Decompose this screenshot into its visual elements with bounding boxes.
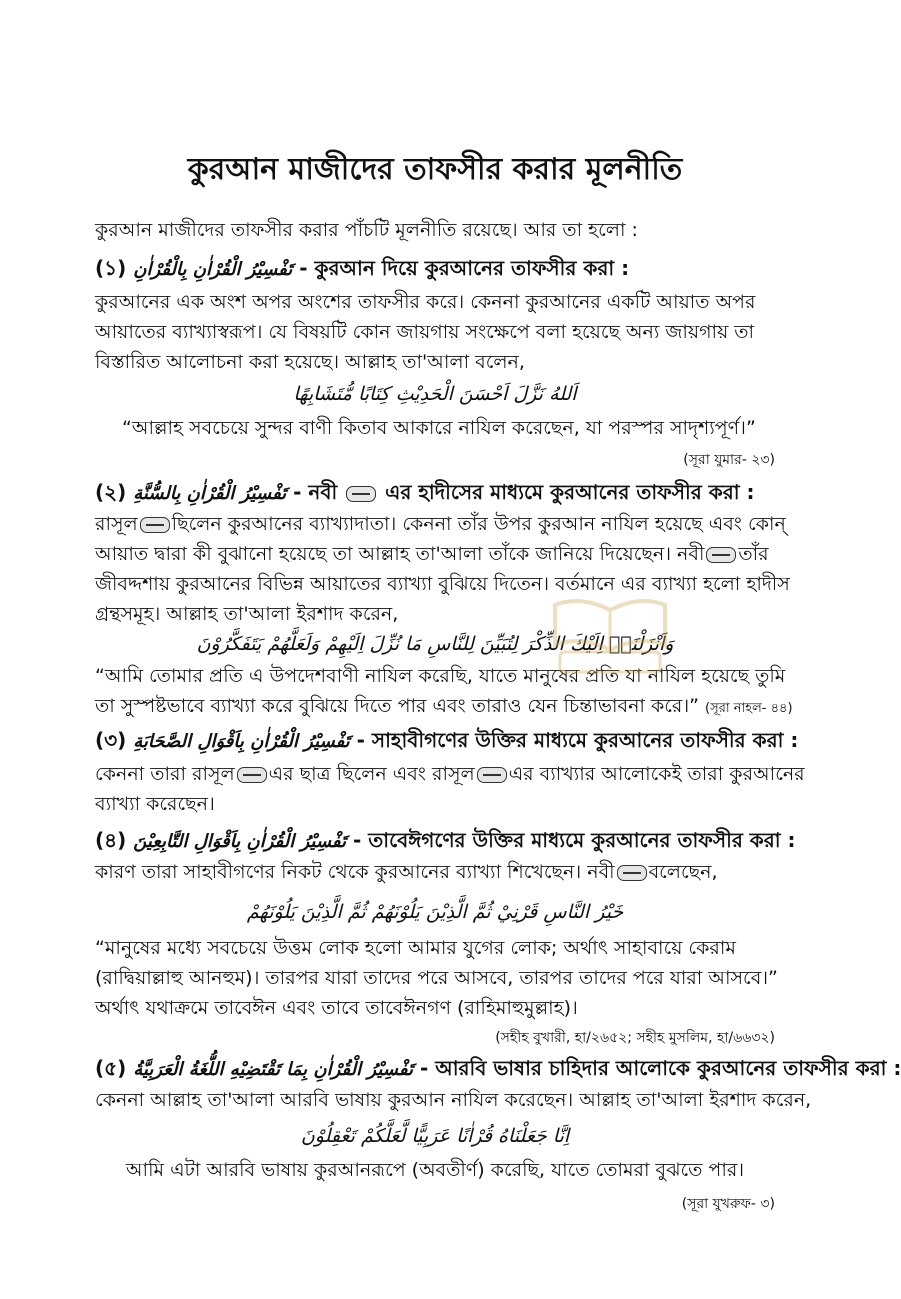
section-1-line-2: আয়াতের ব্যাখ্যাস্বরূপ। যে বিষয়টি কোন জায়গায় সংক্ষেপে বলা হয়েছে অন্য জায়গায় তা (95, 321, 755, 343)
section-4-heading-text: - তাবেঈগণের উক্তির মাধ্যমে কুরআনের তাফসীর করা : (353, 828, 796, 852)
section-2-reference: (সূরা নাহল- ৪৪) (705, 701, 793, 716)
section-2-line-1-a: রাসূল (95, 513, 138, 535)
section-3-line-2: ব্যাখ্যা করেছেন। (95, 793, 215, 815)
section-3-line-1-a: কেননা তারা রাসূল (95, 763, 235, 785)
salutation-icon (477, 767, 507, 783)
section-5-heading (95, 1052, 901, 1086)
section-2-translation-2-text: তা সুস্পষ্টভাবে ব্যাখ্যা করে বুঝিয়ে দিতে পার এবং তারাও যেন চিন্তাভাবনা করে।” (95, 695, 699, 717)
intro-text: কুরআন মাজীদের তাফসীর করার পাঁচটি মূলনীতি রয়েছে। আর তা হলো : (95, 219, 638, 241)
salutation-icon (346, 486, 376, 502)
section-2-line-1-b: ছিলেন কুরআনের ব্যাখ্যাদাতা। কেননা তাঁর উপর কুরআন নাযিল হয়েছে এবং কোন্ (171, 513, 786, 535)
page-title: কুরআন মাজীদের তাফসীর করার মূলনীতি (187, 152, 683, 187)
section-5-verse: اِنَّا جَعَلْنَاهُ قُرْاٰنًا عَرَبِيًّا لَّعَلَّكُمْ تَعْقِلُوْنَ (300, 1125, 570, 1147)
section-1-heading-text: - কুরআন দিয়ে কুরআনের তাফসীর করা : (299, 256, 630, 280)
section-2-line-2 (95, 538, 775, 570)
section-4-arabic: تَفْسِيْرُ الْقُرْاٰنِ بِاَقْوَالِ التَّابِعِيْنَ (133, 831, 347, 852)
section-4-line-1-a: কারণ তারা সাহাবীগণের নিকট থেকে কুরআনের ব্যাখ্যা শিখেছেন। নবী (95, 861, 615, 883)
section-2-line-2-b: তাঁর (738, 543, 769, 565)
section-2-heading-text-a: - নবী (293, 480, 338, 504)
salutation-icon (617, 865, 647, 881)
section-2-line-1 (95, 508, 786, 540)
section-2-heading-text-b: এর হাদীসের মাধ্যমে কুরআনের তাফসীর করা : (385, 480, 755, 504)
section-4-translation-1: “মানুষের মধ্যে সবচেয়ে উত্তম লোক হলো আমার যুগের লোক; অর্থাৎ সাহাবায়ে কেরাম (95, 937, 736, 959)
section-2-verse: وَاَنْزَلْنَاۤ اِلَيْكَ الذِّكْرَ لِتُبَيِّنَ لِلنَّاسِ مَا نُزِّلَ اِلَيْهِمْ وَلَعَلَّهُمْ يَتَفَكَّرُوْنَ (196, 633, 674, 655)
section-4-heading (95, 824, 796, 858)
section-1-translation: “আল্লাহ সবচেয়ে সুন্দর বাণী কিতাব আকারে নাযিল করেছেন, যা পরস্পর সাদৃশ্যপূর্ণ।” (122, 417, 756, 439)
section-4-line-1 (95, 856, 775, 888)
salutation-icon (706, 547, 736, 563)
section-1-verse: اَللهُ نَزَّلَ اَحْسَنَ الْحَدِيْثِ كِتَابًا مُّتَشَابِهًا (293, 383, 577, 405)
section-3-number: (৩) (95, 728, 127, 752)
salutation-icon (140, 517, 170, 533)
section-4-verse: خَيْرُ النَّاسِ قَرْنِيْ ثُمَّ الَّذِيْنَ يَلُوْنَهُمْ ثُمَّ الَّذِيْنَ يَلُوْنَهُمْ (246, 901, 624, 923)
section-5-heading-text: - আরবি ভাষার চাহিদার আলোকে কুরআনের তাফসীর করা : (419, 1056, 901, 1080)
section-4-line-1-b: বলেছেন, (648, 861, 718, 883)
section-3-line-1-b: এর ছাত্র ছিলেন এবং রাসূল (268, 763, 475, 785)
section-3-arabic: تَفْسِيْرُ الْقُرْاٰنِ بِاَقْوَالِ الصَّحَابَةِ (133, 731, 350, 752)
book-logo-watermark (540, 590, 680, 680)
section-1-line-3: বিস্তারিত আলোচনা করা হয়েছে। আল্লাহ তা'আলা বলেন, (95, 351, 525, 373)
section-5-reference: (সূরা যুখরুফ- ৩) (681, 1196, 775, 1212)
section-4-reference: (সহীহ বুখারী, হা/২৬৫২; সহীহ মুসলিম, হা/৬৬৩২) (495, 1030, 775, 1046)
section-2-line-3: জীবদ্দশায় কুরআনের বিভিন্ন আয়াতের ব্যাখ্যা বুঝিয়ে দিতেন। বর্তমানে এর ব্যাখ্যা হলো হাদীস (95, 573, 790, 595)
section-5-translation: আমি এটা আরবি ভাষায় কুরআনরূপে (অবতীর্ণ) করেছি, যাতে তোমরা বুঝতে পার। (125, 1159, 745, 1181)
section-5-arabic: تَفْسِيْرُ الْقُرْاٰنِ بِمَا تَقْتَضِيْهِ اللُّغَةُ الْعَرَبِيَّةُ (133, 1059, 413, 1080)
section-2-line-2-a: আয়াত দ্বারা কী বুঝানো হয়েছে তা আল্লাহ তা'আলা তাঁকে জানিয়ে দিয়েছেন। নবী (95, 543, 705, 565)
section-4-translation-2: (রাদ্বিয়াল্লাহু আনহুম)। তারপর যারা তাদের পরে আসবে, তারপর তাদের পরে যারা আসবে।” (95, 967, 778, 989)
section-3-line-1 (95, 758, 805, 790)
section-3-heading (95, 724, 799, 758)
salutation-icon (237, 767, 267, 783)
section-1-line-1: কুরআনের এক অংশ অপর অংশের তাফসীর করে। কেননা কুরআনের একটি আয়াত অপর (95, 291, 756, 313)
section-5-number: (৫) (95, 1056, 127, 1080)
section-2-number: (২) (95, 480, 127, 504)
section-3-line-1-c: এর ব্যাখ্যার আলোকেই তারা কুরআনের (508, 763, 805, 785)
section-1-reference: (সূরা যুমার- ২৩) (683, 452, 775, 468)
section-1-heading (95, 252, 775, 286)
section-2-line-4: গ্রন্থসমূহ। আল্লাহ তা'আলা ইরশাদ করেন, (95, 603, 399, 625)
section-2-arabic: تَفْسِيْرُ الْقُرْاٰنِ بِالسُّنَّةِ (133, 483, 287, 504)
section-2-translation-2 (95, 690, 793, 725)
section-2-translation-1: “আমি তোমার প্রতি এ উপদেশবাণী নাযিল করেছি, যাতে মানুষের প্রতি যা নাযিল হয়েছে তুমি (95, 665, 786, 687)
section-1-number: (১) (95, 256, 127, 280)
section-2-heading (95, 476, 775, 510)
section-4-translation-3: অর্থাৎ যথাক্রমে তাবেঈন এবং তাবে তাবেঈনগণ (রাহিমাহুমুল্লাহ)। (95, 997, 578, 1019)
section-4-number: (৪) (95, 828, 127, 852)
section-3-heading-text: - সাহাবীগণের উক্তির মাধ্যমে কুরআনের তাফসীর করা : (356, 728, 799, 752)
section-1-arabic: تَفْسِيْرُ الْقُرْاٰنِ بِالْقُرْاٰنِ (133, 259, 293, 280)
section-5-line-1: কেননা আল্লাহ তা'আলা আরবি ভাষায় কুরআন নাযিল করেছেন। আল্লাহ তা'আলা ইরশাদ করেন, (95, 1089, 812, 1111)
